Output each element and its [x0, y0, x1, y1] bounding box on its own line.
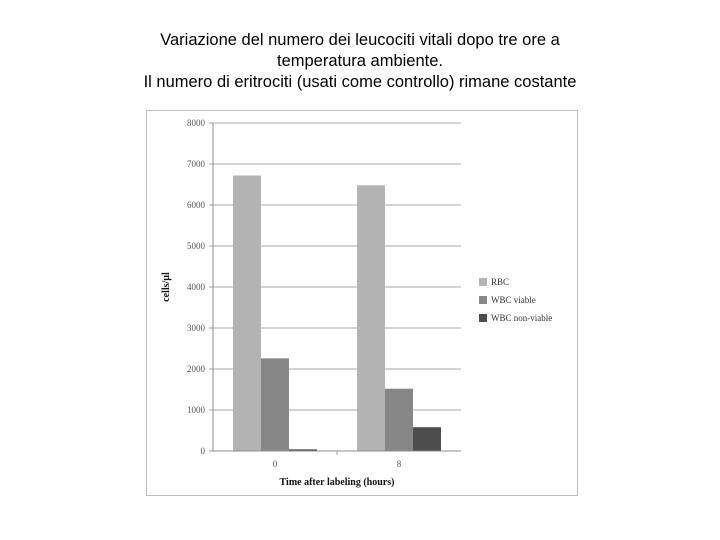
y-axis-title: cells/µl: [161, 272, 172, 302]
legend-swatch: [479, 278, 487, 286]
y-tick-label: 0: [200, 446, 205, 456]
y-tick-label: 8000: [187, 118, 205, 128]
x-axis-title: Time after labeling (hours): [279, 477, 395, 488]
legend-label: WBC viable: [491, 295, 536, 305]
y-tick-label: 4000: [187, 282, 205, 292]
title-line-2: temperatura ambiente.: [276, 52, 443, 70]
y-tick-label: 2000: [187, 364, 205, 374]
x-tick-label: 0: [272, 459, 278, 469]
slide-title: [60, 30, 660, 93]
bar-chart: [147, 111, 579, 497]
y-tick-label: 3000: [187, 323, 205, 333]
y-tick-label: 6000: [187, 200, 205, 210]
bar-wbc-viable-8: [385, 389, 413, 451]
bar-wbc-viable-0: [261, 358, 289, 451]
title-line-3: Il numero di eritrociti (usati come controllo) rimane costante: [143, 73, 577, 91]
y-tick-label: 5000: [187, 241, 205, 251]
title-line-1: Variazione del numero dei leucociti vitali dopo tre ore a: [160, 31, 560, 49]
legend-swatch: [479, 314, 487, 322]
bar-rbc-8: [357, 185, 385, 451]
y-tick-label: 7000: [187, 159, 205, 169]
chart-frame: [146, 110, 578, 496]
bar-wbc-non-viable-8: [413, 427, 441, 451]
legend-swatch: [479, 296, 487, 304]
y-tick-label: 1000: [187, 405, 205, 415]
bar-rbc-0: [233, 175, 261, 451]
legend-label: RBC: [491, 277, 510, 287]
legend: [479, 277, 552, 323]
x-tick-label: 8: [396, 459, 402, 469]
legend-label: WBC non-viable: [491, 313, 553, 323]
